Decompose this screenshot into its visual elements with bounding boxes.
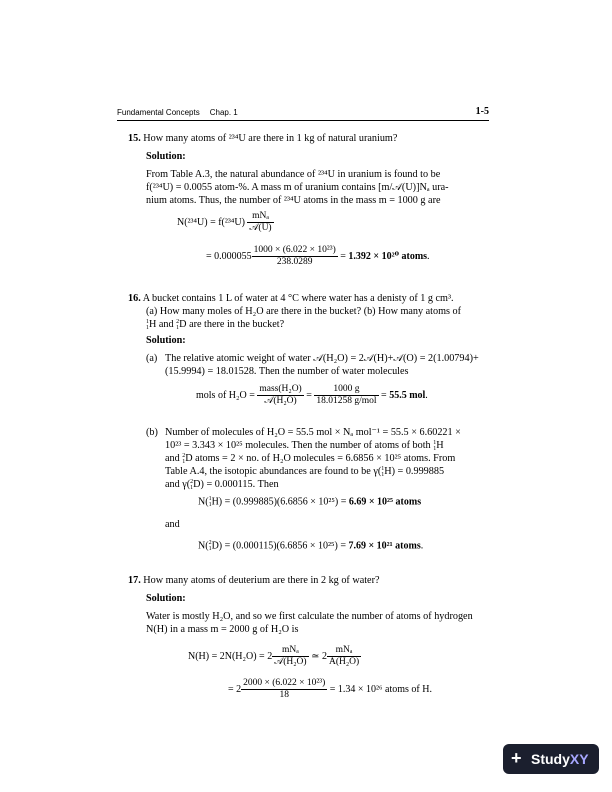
header-title: Fundamental Concepts [117, 108, 200, 117]
q16-part-b-line-5: and γ( 2 1 D) = 0.000115. Then [165, 478, 279, 491]
q16-part-b-line-1: Number of molecules of H₂O = 55.5 mol × Nₐ mol⁻¹ = 55.5 × 6.60221 × [165, 427, 461, 438]
q15-question-text: How many atoms of ²³⁴U are there in 1 kg of natural uranium? [143, 133, 398, 144]
q15-eq2-numerator: 1000 × (6.022 × 10²³) [253, 245, 336, 255]
q16-mols-fraction-1: $\frac{\text{mass(H₂O)}}{\text{𝒜(H₂O)}}$ [259, 384, 302, 406]
studyxy-logo [503, 744, 599, 774]
q16-question-line-3: 1 1 H and 2 1 D are there in the bucket? [146, 318, 285, 331]
iso-d-2: 2 1 [190, 478, 194, 491]
q15-eq1-denominator: 𝒜(U) [249, 223, 272, 233]
q16-part-b-line-4: Table A.4, the isotopic abundances are found to be γ( 1 1 H) = 0.999885 [165, 465, 445, 478]
q17-eq1-fraction-2: $\frac{\text{mNₐ}}{\text{A(H₂O)}}$ [328, 645, 360, 667]
q16-part-b-label: (b) [146, 427, 158, 438]
q16-part-b-line-3: and 2 1 D atoms = 2 × no. of H₂O molecules = 6.6856 × 10²⁵ atoms. From [165, 452, 456, 465]
q17-number: 17. [128, 575, 141, 586]
q16-nh-result: 6.69 × 10²⁵ atoms [348, 496, 422, 508]
q16-mols-lhs: mols of H₂O = [196, 389, 258, 401]
q17-solution-label: Solution: [146, 593, 186, 604]
q15-eq2-result: 1.392 × 10²⁰ atoms [348, 250, 428, 262]
q16-mols-equation: mols of H₂O = $\frac{\text{mass(H₂O)}}{\text{𝒜(H₂O)}}$ = $\frac{1000 g}{\text{18.01258 g/mol}}$ = 55.5 mol. [196, 384, 428, 406]
q16-iso-d: 2 1 [176, 318, 180, 331]
q16-question-line-1 [128, 292, 454, 305]
q16-nh-equation: N( 1 1 H) = (0.999885)(6.6856 × 10²⁵) = 6.69 × 10²⁵ atoms [198, 496, 422, 508]
q16-part-a-line-1: The relative atomic weight of water 𝒜(H₂O) = 2𝒜(H)+𝒜(O) = 2(1.00794)+ [165, 353, 479, 364]
q16-part-a-line-2: (15.9994) = 18.01528. Then the number of water molecules [165, 366, 409, 377]
header-left [117, 108, 238, 117]
q16-and-text: and [165, 519, 180, 530]
q17-eq1-fraction-1: $\frac{\text{mNₐ}}{\text{𝒜(H₂O)}}$ [274, 645, 307, 667]
q15-eq2-fraction [252, 245, 338, 268]
q17-text-line-2: N(H) in a mass m = 2000 g of H₂O is [146, 624, 299, 635]
q16-mols-fraction-2: $\frac{1000 g}{\text{18.01258 g/mol}}$ [316, 384, 377, 406]
q15-question [128, 132, 397, 145]
q16-part-b-line-2: 10²³ = 3.343 × 10²⁵ molecules. Then the number of atoms of both 1 1 H [165, 439, 444, 452]
page-header [117, 107, 489, 121]
q17-eq2-fraction: $\frac{\text{2000 × (6.022 × 10²³)}}{18}$ [243, 678, 326, 700]
q15-eq1-fraction [247, 211, 273, 234]
logo-text: StudyXY [531, 751, 589, 767]
iso-h-2: 1 1 [381, 465, 385, 478]
q16-solution-label: Solution: [146, 335, 186, 346]
q15-eq2-equals: = [337, 250, 349, 262]
q16-iso-h: 1 1 [146, 318, 149, 331]
q17-question-text: How many atoms of deuterium are there in 2 kg of water? [143, 575, 380, 586]
q17-equation-2: = 2 $\frac{\text{2000 × (6.022 × 10²³)}}{18}$ = 1.34 × 10²⁶ atoms of H. [228, 678, 432, 700]
q16-part-a-label: (a) [146, 353, 158, 364]
iso-h-3: 1 1 [208, 496, 212, 508]
q15-number: 15. [128, 133, 141, 144]
q16-nd-result: 7.69 × 10²¹ atoms [348, 540, 421, 552]
q15-equation-2 [206, 245, 430, 268]
q16-question-line-2: (a) How many moles of H₂O are there in the bucket? (b) How many atoms of [146, 306, 462, 317]
q15-text-line-3: nium atoms. Thus, the number of ²³⁴U atoms in the mass m = 1000 g are [146, 195, 441, 206]
header-chapter: Chap. 1 [209, 108, 238, 117]
q15-eq1-numerator: mNₐ [247, 211, 273, 223]
q17-equation-1: N(H) = 2N(H₂O) = 2 $\frac{\text{mNₐ}}{\text{𝒜(H₂O)}}$ ≃ 2 $\frac{\text{mNₐ}}{\text{A(H₂O)}}$ [188, 645, 360, 667]
q15-eq2-period: . [427, 250, 430, 262]
q15-eq2-denominator: 238.0289 [276, 257, 313, 267]
q17-question [128, 574, 380, 587]
header-page-number: 1-5 [475, 106, 489, 117]
q16-number: 16. [128, 293, 141, 304]
q15-eq1-lhs: N(²³⁴U) = f(²³⁴U) [177, 216, 245, 228]
q16-nd-equation: N( 2 1 D) = (0.000115)(6.6856 × 10²⁵) = 7.69 × 10²¹ atoms. [198, 540, 424, 552]
q15-eq2-lhs: = 0.000055 [206, 250, 252, 262]
q15-text-line-2: f(²³⁴U) = 0.0055 atom-%. A mass m of uranium contains [m/𝒜(U)]Nₐ ura- [146, 182, 449, 193]
iso-d-1: 2 1 [182, 452, 186, 465]
q15-equation-1 [177, 211, 274, 234]
q16-question-text-1: A bucket contains 1 L of water at 4 °C where water has a denisty of 1 g cm³. [142, 293, 454, 304]
q15-solution-label: Solution: [146, 151, 186, 162]
q17-text-line-1: Water is mostly H₂O, and so we first calculate the number of atoms of hydrogen [146, 611, 473, 622]
q15-text-line-1: From Table A.3, the natural abundance of ²³⁴U in uranium is found to be [146, 169, 441, 180]
iso-d-3: 2 1 [208, 540, 212, 552]
header-rule [117, 120, 489, 121]
q16-mols-result: 55.5 mol [389, 389, 426, 401]
iso-h-1: 1 1 [433, 439, 437, 452]
plus-icon: + [511, 748, 522, 768]
